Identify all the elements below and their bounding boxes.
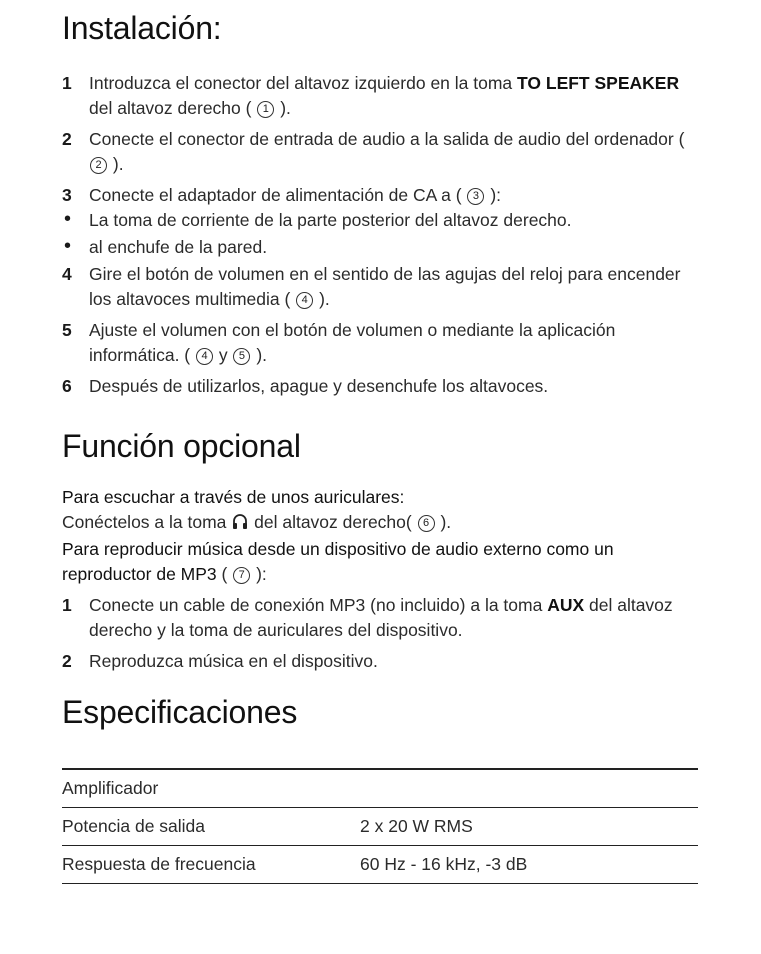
headphones-icon bbox=[231, 512, 249, 537]
list-item: 4 Gire el botón de volumen en el sentido de las agujas del reloj para encender los altavoces multimedia ( 4 ). bbox=[62, 264, 681, 309]
optional-intro bbox=[62, 485, 702, 587]
callout-number: 2 bbox=[90, 157, 107, 174]
table-row bbox=[62, 808, 698, 846]
callout-number: 7 bbox=[233, 567, 250, 584]
list-item: 5 Ajuste el volumen con el botón de volumen o mediante la aplicación informática. ( 4 y 5 ). bbox=[62, 320, 616, 365]
headphones-subheading: Para escuchar a través de unos auriculares: bbox=[62, 487, 405, 507]
callout-number: 4 bbox=[196, 348, 213, 365]
sub-bullets bbox=[62, 208, 702, 260]
callout-number: 3 bbox=[467, 188, 484, 205]
bullet-item: • al enchufe de la pared. bbox=[62, 235, 702, 260]
specifications-table bbox=[62, 768, 698, 884]
callout-number: 4 bbox=[296, 292, 313, 309]
spec-value: 2 x 20 W RMS bbox=[360, 808, 698, 846]
installation-heading: Instalación: bbox=[62, 10, 222, 46]
callout-number: 6 bbox=[418, 515, 435, 532]
optional-heading: Función opcional bbox=[62, 428, 301, 464]
list-item: 3 Conecte el adaptador de alimentación de CA a ( 3 ): • La toma de corriente de la parte posterior del altavoz derecho. • al enchufe de la pared. bbox=[62, 183, 702, 260]
list-item: 1 Conecte un cable de conexión MP3 (no incluido) a la toma AUX del altavoz derecho y la toma de auriculares del dispositivo. bbox=[62, 595, 673, 640]
callout-number: 1 bbox=[257, 101, 274, 118]
list-item: 1 Introduzca el conector del altavoz izquierdo en la toma TO LEFT SPEAKER del altavoz derecho ( 1 ). bbox=[62, 73, 680, 118]
specifications-heading: Especificaciones bbox=[62, 694, 298, 730]
list-item: 2 Reproduzca música en el dispositivo. bbox=[62, 651, 378, 671]
callout-number: 5 bbox=[233, 348, 250, 365]
optional-steps bbox=[62, 593, 702, 680]
table-section-row bbox=[62, 769, 698, 808]
installation-steps bbox=[62, 71, 702, 405]
external-subheading: Para reproducir música desde un dispositivo de audio externo como un reproductor de MP3 ( 7 ): bbox=[62, 539, 614, 584]
table-section-label: Amplificador bbox=[62, 769, 698, 808]
spec-label: Respuesta de frecuencia bbox=[62, 846, 360, 884]
table-row bbox=[62, 846, 698, 884]
spec-label: Potencia de salida bbox=[62, 808, 360, 846]
bullet-item: • La toma de corriente de la parte posterior del altavoz derecho. bbox=[62, 208, 702, 233]
headphones-text: Conéctelos a la toma del altavoz derecho( 6 ). bbox=[62, 510, 702, 537]
spec-value: 60 Hz - 16 kHz, -3 dB bbox=[360, 846, 698, 884]
list-item: 6 Después de utilizarlos, apague y desenchufe los altavoces. bbox=[62, 376, 549, 396]
list-item: 2 Conecte el conector de entrada de audio a la salida de audio del ordenador ( 2 ). bbox=[62, 129, 685, 174]
